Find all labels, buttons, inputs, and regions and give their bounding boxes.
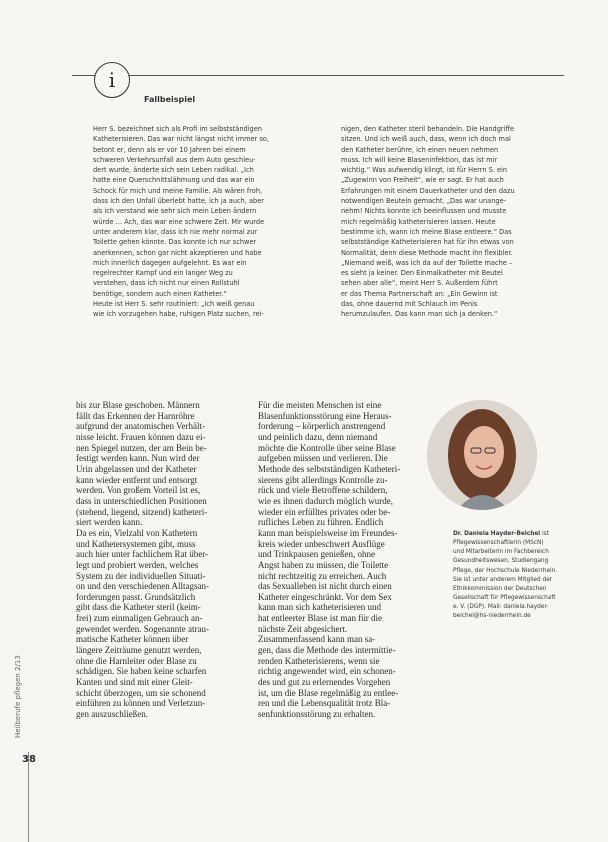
author-caption — [453, 530, 591, 622]
magazine-name: Heilberufe pflegen 2/13 — [14, 655, 22, 738]
author-bio: ist Pflegewissenschaftlerin (MScN) und Mitarbeiterin im Fachbereich Gesundheitswesen, Studiengang Pflege, der Hochschule Niederrhein. Sie ist unter anderem Mitglied der Ethikkommission der Deutschen Gesellschaft für Pflegewissenschaft e. V. (DGP). Mail: daniela.hayder- beichel@hs-niederrhein.de — [453, 531, 558, 620]
author-name: Dr. Daniela Hayder-Beichel — [453, 531, 541, 537]
info-box-title: Fallbeispiel — [144, 95, 196, 104]
page-number: 38 — [22, 754, 36, 765]
info-box-text-right: nigen, den Katheter steril behandeln. Die Handgriffe sitzen. Und ich weiß auch, dass, wenn ich doch mal den Katheter berühre, ich einen neuen nehmen muss. Ich will keine Blaseninfektion, das ist mir wichtig.“ Was aufwendig klingt, ist für Herrn S. ein „Zugewinn von Freiheit“, wie er sagt. Er hat auch Erfahrungen mit einem Dauerkatheter und den dazu notwendigen Beuteln gemacht. „Das war unange- nehm! Nichts konnte ich beeinflussen und musste mich regelmäßig katheterisieren lassen. Heute bestimme ich, wann ich meine Blase entleere.“ Das selbstständige Katheterisieren hat für ihn etwas von Normalität, denn diese Methode macht ihn flexibler. „Niemand weiß, was ich da auf der Toilette mache – es sieht ja keiner. Den Einmalkatheter mit Beutel sehen aber alle“, meint Herr S. Außerdem führt er das Thema Partnerschaft an: „Ein Gewinn ist das, ohne dauernd mit Schlauch im Penis herumzulaufen. Das kann man sich ja denken.“ — [341, 125, 515, 319]
author-photo — [427, 400, 537, 510]
info-box-rule — [72, 75, 564, 76]
info-icon: i — [94, 62, 130, 98]
body-column-1: bis zur Blase geschoben. Männern fällt das Erkennen der Harnröhre aufgrund der anatomischen Verhält- nisse leicht. Frauen können dazu ei- nen Spiegel nutzen, der am Bein be- festigt werden kann. Nun wird der Urin abgelassen und der Katheter kann wieder entfernt und entsorgt werden. Von großem Vorteil ist es, dass in unterschiedlichen Positionen (stehend, liegend, sitzend) katheteri- siert werden kann. Da es ein, Vielzahl von Kathetern und Kathetersystemen gibt, muss auch hier unter fachlichem Rat über- legt und probiert werden, welches System zu der individuellen Situati- on und den verschiedenen Alltagsan- forderungen passt. Grundsätzlich gibt dass die Katheter steril (keim- frei) zum einmaligen Gebrauch an- gewendet werden. Sogenannte atrau- matische Katheter können über längere Zeiträume genutzt werden, ohne die Harnleiter oder Blase zu schädigen. Sie haben keine scharfen Kanten und sind mit einer Gleit- schicht überzogen, um sie schonend einführen zu können und Verletzun- gen auszuschließen. — [76, 400, 209, 720]
info-box-text-left: Herr S. bezeichnet sich als Profi im selbstständigen Katheterisieren. Das war nicht längst nicht immer so, betont er, denn als er vor 10 Jahren bei einem schweren Verkehrsunfall aus dem Auto geschleu- dert wurde, änderte sich sein Leben radikal. „Ich hatte eine Querschnittslähmung und das war ein Schock für mich und meine Familie. Als wären froh, dass ich den Unfall überlebt hatte, ich ja auch, aber als ich verstand wie sehr sich mein Leben ändern würde … Ach, das war eine schwere Zeit. Mir wurde unter anderem klar, dass ich nie mehr normal zur Toilette gehen könnte. Das konnte ich nur schwer anerkennen, schon gar nicht akzeptieren und habe mich innerlich dagegen aufgelehnt. Es war ein regelrechter Kampf und ein langer Weg zu verstehen, dass ich nicht nur einen Rollstuhl benötige, sondern auch einen Katheter.“ Heute ist Herr S. sehr routiniert: „Ich weiß genau wie ich vorzugehen habe, ruhigen Platz suchen, rei- — [93, 125, 269, 319]
body-column-2: Für die meisten Menschen ist eine Blasenfunktionsstörung eine Heraus- forderung – körperlich anstrengend und peinlich dazu, denn niemand möchte die Kontrolle über seine Blase aufgeben müssen und verlieren. Die Methode des selbstständigen Katheteri- sierens gibt allerdings Kontrolle zu- rück und viele Betroffene schildern, wie es ihnen dadurch möglich wurde, wieder ein erfülltes privates oder be- rufliches Leben zu führen. Endlich kann man beispielsweise im Freundes- kreis wieder unbeschwert Ausflüge und Trinkpausen genießen, ohne Angst haben zu müssen, die Toilette nicht rechtzeitig zu erreichen. Auch das Sexualleben ist nicht durch einen Katheter eingeschränkt. Vor dem Sex kann man sich katheterisieren und hat entleerter Blase ist man für die nächste Zeit abgesichert. Zusammenfassend kann man sa- gen, dass die Methode des intermittie- renden Katheterisierens, wenn sie richtig angewendet wird, ein schonen- des und gut zu erlernendes Vorgehen ist, um die Blase regelmäßig zu entlee- ren und die Lebensqualität trotz Bla- senfunktionsstörung zu erhalten. — [258, 400, 401, 720]
portrait-image — [427, 400, 537, 510]
footer-rule — [28, 752, 29, 842]
